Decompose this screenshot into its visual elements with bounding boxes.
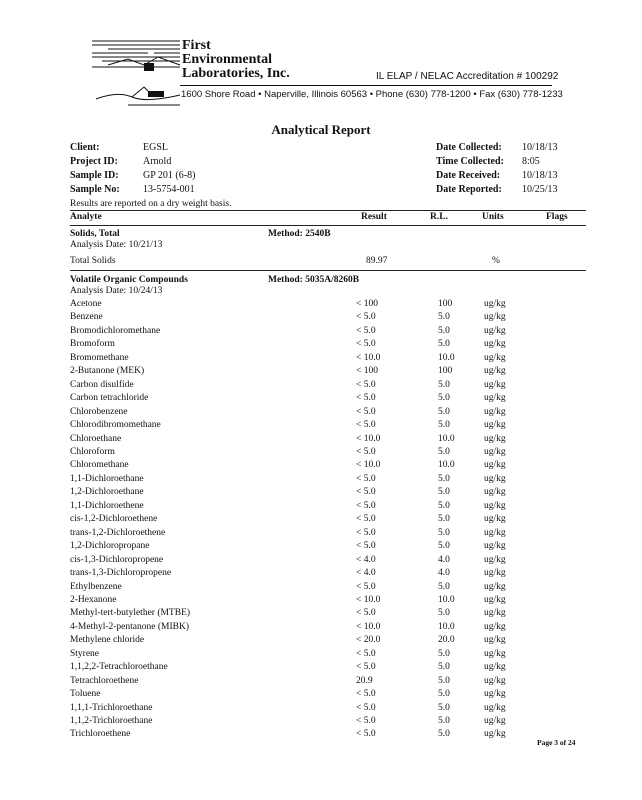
voc-rl-cell: 5.0 — [438, 487, 450, 498]
voc-units-cell: ug/kg — [484, 299, 506, 309]
voc-result-cell: < 5.0 — [356, 608, 376, 619]
voc-result-cell: < 5.0 — [356, 446, 376, 457]
voc-result-cell: < 5.0 — [356, 729, 376, 740]
voc-result-cell: < 10.0 — [356, 433, 381, 444]
voc-units-cell: ug/kg — [484, 608, 506, 619]
voc-rl-cell: 10.0 — [438, 433, 455, 444]
voc-result-cell: < 10.0 — [356, 594, 381, 605]
company-name-line1: First — [182, 38, 211, 53]
voc-analyte-cell: Chlorodibromomethane — [70, 420, 161, 431]
voc-units-cell: ug/kg — [484, 473, 506, 484]
voc-result-cell: < 5.0 — [356, 473, 376, 484]
voc-units-cell: ug/kg — [484, 366, 506, 377]
letterhead-divider — [180, 85, 552, 86]
voc-analyte-cell: Carbon tetrachloride — [70, 393, 149, 404]
voc-rl-cell: 5.0 — [438, 339, 450, 350]
voc-rl-cell: 5.0 — [438, 689, 450, 699]
voc-units-cell: ug/kg — [484, 352, 506, 363]
voc-units-cell: ug/kg — [484, 635, 506, 646]
basis-note: Results are reported on a dry weight basis. — [70, 199, 232, 209]
voc-units-cell: ug/kg — [484, 662, 506, 673]
voc-analyte-cell: Ethylbenzene — [70, 581, 122, 592]
voc-units-cell: ug/kg — [484, 689, 506, 699]
voc-units-cell: ug/kg — [484, 581, 506, 592]
column-header-flags: Flags — [546, 212, 568, 222]
voc-analyte-cell: Carbon disulfide — [70, 379, 134, 390]
voc-analyte-cell: 1,1,2-Trichloroethane — [70, 716, 153, 726]
voc-result-cell: < 5.0 — [356, 702, 376, 713]
project-id-value: Arnold — [143, 156, 172, 167]
voc-analyte-cell: Bromodichloromethane — [70, 325, 161, 336]
company-logo — [88, 35, 183, 107]
voc-result-cell: < 100 — [356, 366, 378, 377]
voc-result-cell: < 100 — [356, 299, 378, 309]
voc-result-cell: < 5.0 — [356, 487, 376, 498]
voc-result-cell: < 5.0 — [356, 393, 376, 404]
voc-result-cell: < 5.0 — [356, 581, 376, 592]
column-header-rl: R.L. — [430, 212, 448, 222]
table-header-rule — [70, 225, 586, 226]
section-voc-method: Method: 5035A/8260B — [268, 275, 360, 285]
voc-rl-cell: 5.0 — [438, 379, 450, 390]
voc-analyte-cell: Styrene — [70, 648, 100, 659]
voc-units-cell: ug/kg — [484, 325, 506, 336]
voc-units-cell: ug/kg — [484, 621, 506, 632]
date-received-value: 10/18/13 — [522, 170, 558, 181]
voc-result-cell: < 5.0 — [356, 648, 376, 659]
company-name-line3: Laboratories, Inc. — [182, 66, 290, 81]
voc-result-cell: < 5.0 — [356, 541, 376, 552]
voc-rl-cell: 5.0 — [438, 729, 450, 740]
section-voc-analysis-date: Analysis Date: 10/24/13 — [70, 286, 163, 296]
voc-analyte-cell: Acetone — [70, 299, 102, 309]
column-header-analyte: Analyte — [70, 212, 102, 222]
voc-result-cell: < 5.0 — [356, 716, 376, 726]
voc-analyte-cell: Chloroethane — [70, 433, 122, 444]
date-collected-label: Date Collected: — [436, 142, 502, 153]
voc-rl-cell: 5.0 — [438, 393, 450, 404]
voc-analyte-cell: Toluene — [70, 689, 101, 699]
section-divider-rule — [70, 270, 586, 271]
voc-units-cell: ug/kg — [484, 393, 506, 404]
section-solids-analysis-date: Analysis Date: 10/21/13 — [70, 240, 163, 250]
total-solids-result: 89.97 — [366, 256, 388, 266]
voc-units-cell: ug/kg — [484, 446, 506, 457]
voc-result-cell: < 10.0 — [356, 460, 381, 471]
voc-result-cell: < 5.0 — [356, 689, 376, 699]
voc-rl-cell: 5.0 — [438, 527, 450, 538]
voc-units-cell: ug/kg — [484, 500, 506, 511]
voc-units-cell: ug/kg — [484, 514, 506, 525]
voc-analyte-cell: 1,2-Dichloropropane — [70, 541, 150, 552]
voc-result-cell: < 5.0 — [356, 325, 376, 336]
company-address: 1600 Shore Road • Naperville, Illinois 60563 • Phone (630) 778-1200 • Fax (630) 778-1233 — [181, 89, 563, 100]
voc-rl-cell: 5.0 — [438, 702, 450, 713]
voc-rl-cell: 5.0 — [438, 420, 450, 431]
voc-result-cell: < 10.0 — [356, 621, 381, 632]
company-name-line2: Environmental — [182, 52, 272, 67]
total-solids-units: % — [492, 256, 500, 266]
voc-units-cell: ug/kg — [484, 729, 506, 740]
voc-result-cell: < 5.0 — [356, 379, 376, 390]
voc-units-cell: ug/kg — [484, 460, 506, 471]
date-collected-value: 10/18/13 — [522, 142, 558, 153]
voc-units-cell: ug/kg — [484, 554, 506, 565]
voc-units-cell: ug/kg — [484, 339, 506, 350]
voc-rl-cell: 5.0 — [438, 608, 450, 619]
voc-rl-cell: 5.0 — [438, 500, 450, 511]
voc-rl-cell: 20.0 — [438, 635, 455, 646]
voc-analyte-cell: Methyl-tert-butylether (MTBE) — [70, 608, 191, 619]
voc-analyte-cell: 2-Hexanone — [70, 594, 117, 605]
project-id-label: Project ID: — [70, 156, 118, 167]
client-label: Client: — [70, 142, 100, 153]
voc-units-cell: ug/kg — [484, 406, 506, 417]
voc-analyte-cell: Bromomethane — [70, 352, 129, 363]
voc-analyte-cell: Methylene chloride — [70, 635, 145, 646]
voc-rl-cell: 5.0 — [438, 675, 450, 686]
voc-result-cell: < 20.0 — [356, 635, 381, 646]
voc-result-cell: < 5.0 — [356, 514, 376, 525]
voc-rl-cell: 5.0 — [438, 541, 450, 552]
date-received-label: Date Received: — [436, 170, 501, 181]
voc-analyte-cell: Tetrachloroethene — [70, 675, 139, 686]
voc-rl-cell: 5.0 — [438, 473, 450, 484]
voc-analyte-cell: 2-Butanone (MEK) — [70, 366, 145, 377]
voc-result-cell: < 5.0 — [356, 500, 376, 511]
voc-analyte-cell: Trichloroethene — [70, 729, 131, 740]
voc-rl-cell: 5.0 — [438, 312, 450, 323]
date-reported-label: Date Reported: — [436, 184, 502, 195]
voc-units-cell: ug/kg — [484, 312, 506, 323]
voc-analyte-cell: 1,2-Dichloroethane — [70, 487, 144, 498]
voc-result-cell: < 5.0 — [356, 420, 376, 431]
column-header-result: Result — [361, 212, 387, 222]
sample-no-label: Sample No: — [70, 184, 120, 195]
voc-units-cell: ug/kg — [484, 420, 506, 431]
voc-rl-cell: 10.0 — [438, 621, 455, 632]
voc-result-cell: < 5.0 — [356, 527, 376, 538]
voc-units-cell: ug/kg — [484, 702, 506, 713]
voc-result-cell: < 10.0 — [356, 352, 381, 363]
voc-units-cell: ug/kg — [484, 433, 506, 444]
sample-id-label: Sample ID: — [70, 170, 119, 181]
voc-result-cell: < 5.0 — [356, 312, 376, 323]
voc-units-cell: ug/kg — [484, 716, 506, 726]
voc-units-cell: ug/kg — [484, 541, 506, 552]
voc-result-cell: < 5.0 — [356, 662, 376, 673]
voc-analyte-cell: 1,1-Dichloroethane — [70, 473, 144, 484]
accreditation-text: IL ELAP / NELAC Accreditation # 100292 — [376, 71, 559, 82]
time-collected-label: Time Collected: — [436, 156, 504, 167]
voc-units-cell: ug/kg — [484, 675, 506, 686]
voc-rl-cell: 5.0 — [438, 514, 450, 525]
voc-analyte-cell: trans-1,2-Dichloroethene — [70, 527, 166, 538]
voc-result-cell: < 4.0 — [356, 568, 376, 578]
voc-rl-cell: 5.0 — [438, 446, 450, 457]
voc-rl-cell: 10.0 — [438, 594, 455, 605]
client-value: EGSL — [143, 142, 168, 153]
voc-analyte-cell: Chlorobenzene — [70, 406, 128, 417]
time-collected-value: 8:05 — [522, 156, 540, 167]
voc-rl-cell: 5.0 — [438, 716, 450, 726]
voc-result-cell: < 5.0 — [356, 406, 376, 417]
voc-analyte-cell: 1,1,1-Trichloroethane — [70, 702, 153, 713]
voc-analyte-cell: 1,1-Dichloroethene — [70, 500, 144, 511]
voc-analyte-cell: Chloromethane — [70, 460, 129, 471]
voc-analyte-cell: cis-1,2-Dichloroethene — [70, 514, 158, 525]
voc-result-cell: 20.9 — [356, 675, 373, 686]
voc-result-cell: < 5.0 — [356, 339, 376, 350]
total-solids-analyte: Total Solids — [70, 256, 116, 266]
voc-rl-cell: 100 — [438, 299, 453, 309]
voc-analyte-cell: trans-1,3-Dichloropropene — [70, 568, 172, 578]
voc-units-cell: ug/kg — [484, 568, 506, 578]
voc-rl-cell: 100 — [438, 366, 453, 377]
voc-analyte-cell: Bromoform — [70, 339, 115, 350]
section-solids-title: Solids, Total — [70, 229, 120, 239]
voc-rl-cell: 10.0 — [438, 352, 455, 363]
sample-id-value: GP 201 (6-8) — [143, 170, 196, 181]
voc-rl-cell: 10.0 — [438, 460, 455, 471]
voc-units-cell: ug/kg — [484, 487, 506, 498]
voc-units-cell: ug/kg — [484, 379, 506, 390]
table-top-rule — [70, 210, 586, 211]
voc-units-cell: ug/kg — [484, 648, 506, 659]
voc-analyte-cell: 1,1,2,2-Tetrachloroethane — [70, 662, 168, 673]
voc-rl-cell: 4.0 — [438, 554, 450, 565]
voc-analyte-cell: 4-Methyl-2-pentanone (MIBK) — [70, 621, 189, 632]
voc-analyte-cell: cis-1,3-Dichloropropene — [70, 554, 164, 565]
voc-rl-cell: 5.0 — [438, 406, 450, 417]
voc-analyte-cell: Benzene — [70, 312, 103, 323]
column-header-units: Units — [482, 212, 504, 222]
voc-units-cell: ug/kg — [484, 594, 506, 605]
voc-rl-cell: 5.0 — [438, 648, 450, 659]
sample-no-value: 13-5754-001 — [143, 184, 195, 195]
page-number: Page 3 of 24 — [537, 738, 576, 747]
section-solids-method: Method: 2540B — [268, 229, 331, 239]
voc-rl-cell: 5.0 — [438, 662, 450, 673]
voc-rl-cell: 4.0 — [438, 568, 450, 578]
voc-rl-cell: 5.0 — [438, 325, 450, 336]
section-voc-title: Volatile Organic Compounds — [70, 275, 188, 285]
voc-analyte-cell: Chloroform — [70, 446, 115, 457]
voc-result-cell: < 4.0 — [356, 554, 376, 565]
voc-units-cell: ug/kg — [484, 527, 506, 538]
report-title: Analytical Report — [271, 122, 371, 137]
date-reported-value: 10/25/13 — [522, 184, 558, 195]
voc-rl-cell: 5.0 — [438, 581, 450, 592]
